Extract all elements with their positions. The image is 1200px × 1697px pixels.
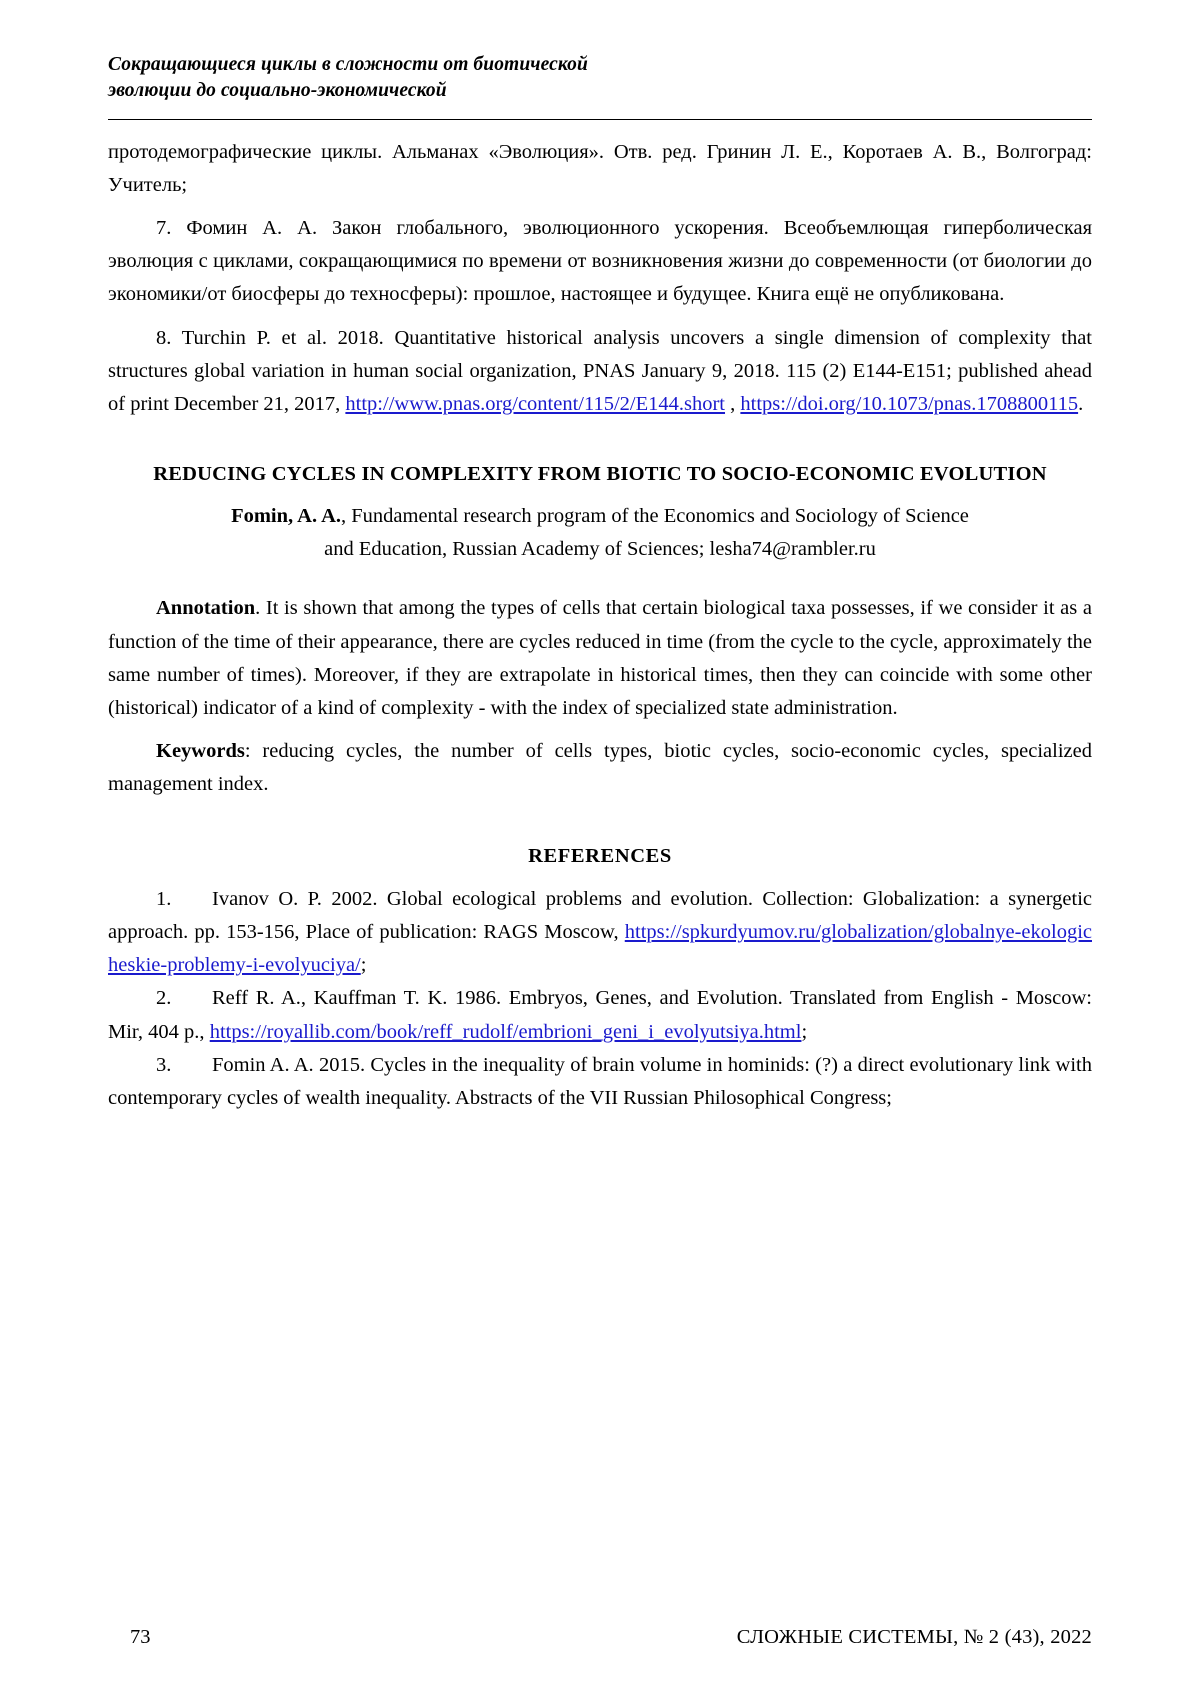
- reference-item: [108, 1049, 1092, 1115]
- running-head-line1: Сокращающиеся циклы в сложности от биотической: [108, 54, 588, 75]
- author-name: Fomin, A. A.: [231, 505, 341, 527]
- article-title: REDUCING CYCLES IN COMPLEXITY FROM BIOTIC TO SOCIO-ECONOMIC EVOLUTION: [153, 463, 1047, 486]
- annotation-text: . It is shown that among the types of cells that certain biological taxa possesses, if we consider it as a function of the time of their appearance, there are cycles reduced in time (from the cycle to the cycle, approximately the same number of times). Moreover, if they are extrapolate in historical times, then they can coincide with some other (historical) indicator of a kind of complexity - with the index of specialized state administration.: [108, 597, 1092, 720]
- article-authors: [108, 500, 1092, 533]
- running-head-line2: эволюции до социально-экономической: [108, 80, 447, 102]
- affiliation-line-2: and Education, Russian Academy of Sciences; lesha74@rambler.ru: [324, 538, 876, 561]
- pnas-link[interactable]: http://www.pnas.org/content/115/2/E144.short: [345, 393, 726, 416]
- reference-number: 2.: [156, 987, 172, 1010]
- annotation-paragraph: [108, 592, 1092, 725]
- reference-number: 1.: [156, 887, 172, 910]
- page-footer: [108, 1626, 1092, 1649]
- reference-item: [108, 883, 1092, 983]
- references-heading: REFERENCES: [528, 844, 672, 867]
- reference-text: Ivanov O. P. 2002. Global ecological problems and evolution. Collection: Globalization: a synergetic approach. pp. 153-156, Place of publication: RAGS Moscow,: [108, 887, 1092, 944]
- keywords-text: : reducing cycles, the number of cells types, biotic cycles, socio-economic cycles, specialized management index.: [108, 740, 1092, 796]
- reference-number: 3.: [156, 1053, 172, 1076]
- reference-text: Fomin A. A. 2015. Cycles in the inequality of brain volume in hominids: (?) a direct evolutionary link with contemporary cycles of wealth inequality. Abstracts of the VII Russian Philosophical Congress;: [108, 1053, 1092, 1110]
- reference-text: Reff R. A., Kauffman T. K. 1986. Embryos, Genes, and Evolution. Translated from English - Moscow: Mir, 404 p.,: [108, 987, 1092, 1043]
- reference-link[interactable]: https://spkurdyumov.ru/globalization/globalnye-ekologicheskie-problemy-i-evolyuciya/: [108, 921, 1092, 977]
- continued-paragraph: протодемографические циклы. Альманах «Эволюция». Отв. ред. Гринин Л. Е., Коротаев А. В., Волгоград: Учитель;: [108, 140, 1092, 196]
- affiliation-line-1: , Fundamental research program of the Economics and Sociology of Science: [341, 505, 969, 527]
- journal-reference: СЛОЖНЫЕ СИСТЕМЫ, № 2 (43), 2022: [736, 1626, 1092, 1648]
- reference-8-text: 8. Turchin P. et al. 2018. Quantitative historical analysis uncovers a single dimension of complexity that structures global variation in human social organization, PNAS January 9, 2018. 115 (2) E144-E151; published ahead of print December 21, 2017,: [108, 326, 1092, 416]
- keywords-paragraph: [108, 735, 1092, 801]
- keywords-label: Keywords: [156, 740, 245, 763]
- reference-8-end: .: [1078, 393, 1084, 416]
- header-divider: [108, 119, 1092, 120]
- reference-7-paragraph: 7. Фомин А. А. Закон глобального, эволюционного ускорения. Всеобъемлющая гиперболическая эволюция с циклами, сокращающимися по времени от возникновения жизни до современности (от биологии до экономики/от биосферы до техносферы): прошлое, настоящее и будущее. Книга ещё не опубликована.: [108, 217, 1092, 306]
- reference-8-separator: ,: [725, 393, 741, 416]
- reference-text-after: ;: [360, 954, 367, 977]
- annotation-label: Annotation: [156, 597, 256, 620]
- doi-link[interactable]: https://doi.org/10.1073/pnas.1708800115: [740, 393, 1079, 416]
- running-head: [108, 52, 1092, 105]
- reference-8-paragraph: [108, 322, 1092, 422]
- reference-text-after: ;: [801, 1020, 808, 1043]
- page-number: 73: [130, 1626, 151, 1648]
- reference-item: [108, 982, 1092, 1048]
- reference-link[interactable]: https://royallib.com/book/reff_rudolf/embrioni_geni_i_evolyutsiya.html: [209, 1020, 802, 1043]
